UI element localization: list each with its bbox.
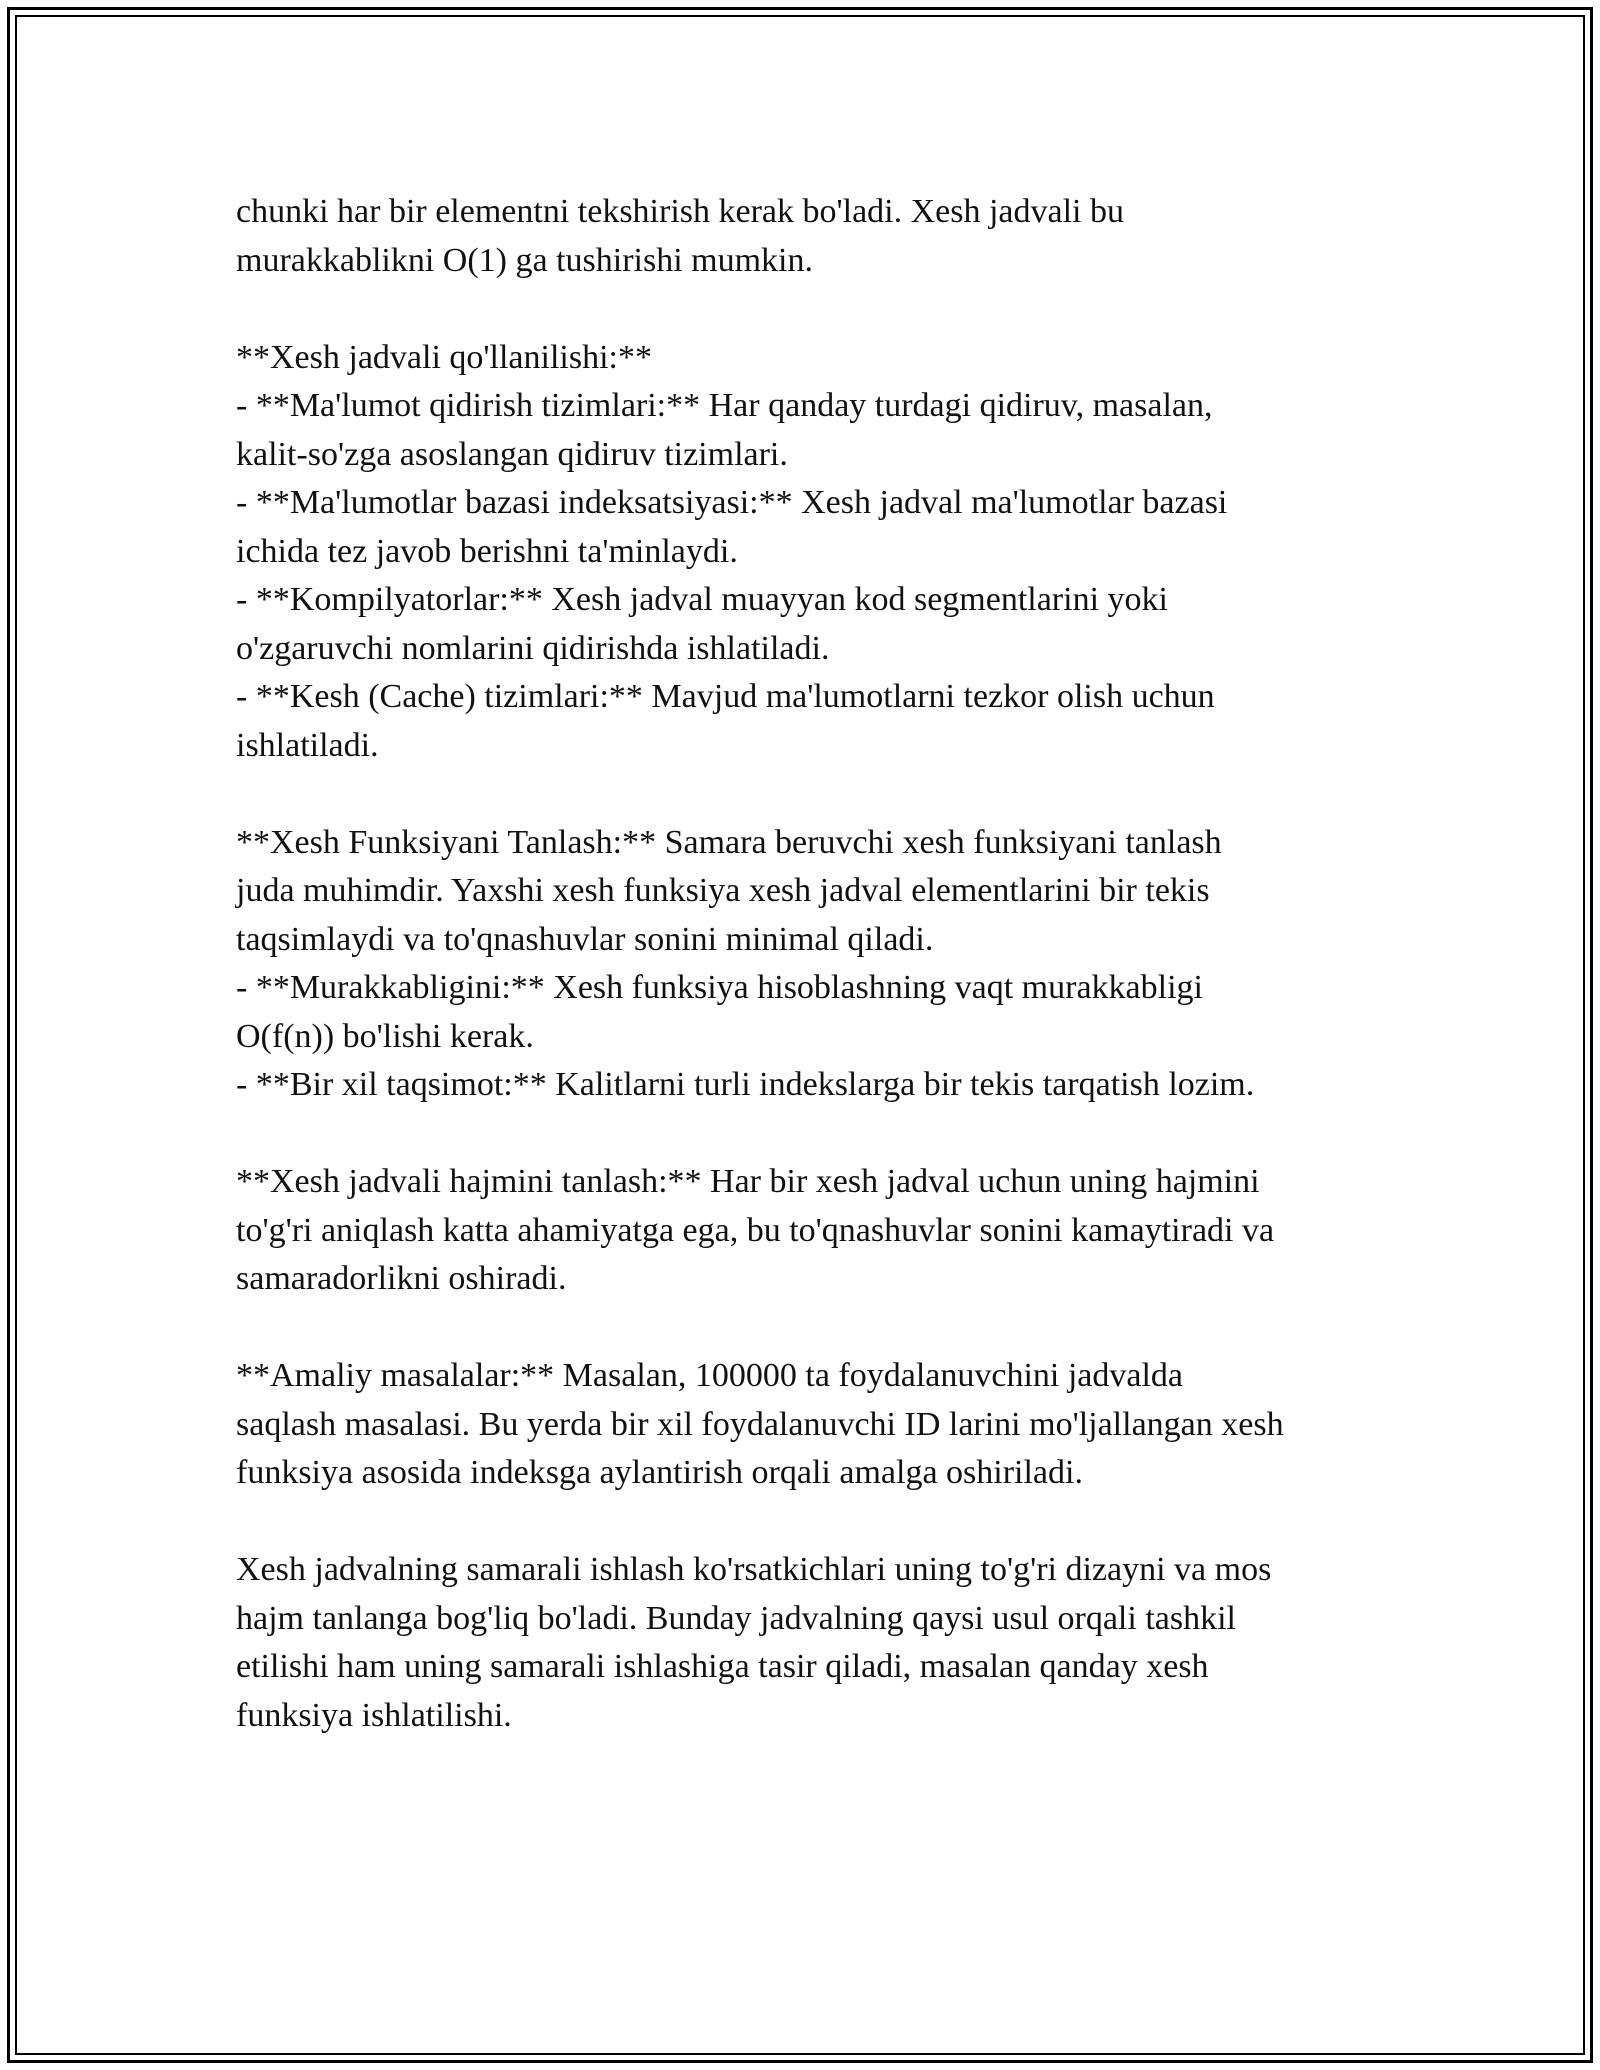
text-line: taqsimlaydi va to'qnashuvlar sonini minimal qiladi. [236, 920, 934, 958]
paragraph-gap [236, 285, 1386, 334]
text-line: **Xesh jadvali hajmini tanlash:** Har bir xesh jadval uchun uning hajmini [236, 1163, 1260, 1200]
text-line: ichida tez javob berishni ta'minlaydi. [236, 532, 738, 570]
text-line: hajm tanlanga bog'liq bo'ladi. Bunday jadvalning qaysi usul orqali tashkil [236, 1599, 1236, 1637]
text-line: funksiya asosida indeksga aylantirish orqali amalga oshiriladi. [236, 1454, 1083, 1491]
document-body [236, 188, 1386, 1740]
text-line: juda muhimdir. Yaxshi xesh funksiya xesh jadval elementlarini bir tekis [236, 872, 1210, 909]
text-line: **Xesh Funksiyani Tanlash:** Samara beruvchi xesh funksiyani tanlash [236, 823, 1222, 861]
paragraph [236, 188, 1386, 285]
text-line: samaradorlikni oshiradi. [236, 1260, 567, 1297]
text-line: murakkablikni O(1) ga tushirishi mumkin. [236, 241, 813, 279]
list-item-line: - **Murakkabligini:** Xesh funksiya hisoblashning vaqt murakkabligi [236, 969, 1203, 1006]
paragraph-gap [236, 1304, 1386, 1353]
text-line: chunki har bir elementni tekshirish kerak bo'ladi. Xesh jadvali bu [236, 193, 1125, 230]
text-line: ishlatiladi. [236, 726, 379, 764]
list-item-line: - **Ma'lumotlar bazasi indeksatsiyasi:** Xesh jadval ma'lumotlar bazasi [236, 484, 1228, 521]
text-line: funksiya ishlatilishi. [236, 1696, 512, 1734]
list-item-line: - **Kompilyatorlar:** Xesh jadval muayyan kod segmentlarini yoki [236, 581, 1168, 618]
paragraph [236, 334, 1386, 771]
text-line: kalit-so'zga asoslangan qidiruv tizimlari. [236, 435, 788, 473]
text-line: **Amaliy masalalar:** Masalan, 100000 ta foydalanuvchini jadvalda [236, 1357, 1184, 1394]
text-line: O(f(n)) bo'lishi kerak. [236, 1017, 534, 1055]
text-line: etilishi ham uning samarali ishlashiga tasir qiladi, masalan qanday xesh [236, 1648, 1209, 1685]
text-line: saqlash masalasi. Bu yerda bir xil foydalanuvchi ID larini mo'ljallangan xesh [236, 1405, 1284, 1443]
paragraph [236, 1352, 1386, 1498]
paragraph [236, 1158, 1386, 1304]
text-line: to'g'ri aniqlash katta ahamiyatga ega, bu to'qnashuvlar sonini kamaytiradi va [236, 1211, 1275, 1249]
paragraph [236, 1546, 1386, 1740]
section-heading: **Xesh jadvali qo'llanilishi:** [236, 338, 652, 376]
list-item-line: - **Bir xil taqsimot:** Kalitlarni turli indekslarga bir tekis tarqatish lozim. [236, 1066, 1255, 1103]
paragraph-gap [236, 1498, 1386, 1547]
paragraph-gap [236, 770, 1386, 819]
text-line: o'zgaruvchi nomlarini qidirishda ishlatiladi. [236, 629, 830, 667]
paragraph [236, 819, 1386, 1110]
paragraph-gap [236, 1110, 1386, 1159]
list-item-line: - **Kesh (Cache) tizimlari:** Mavjud ma'lumotlarni tezkor olish uchun [236, 678, 1215, 715]
text-line: Xesh jadvalning samarali ishlash ko'rsatkichlari uning to'g'ri dizayni va mos [236, 1551, 1272, 1588]
list-item-line: - **Ma'lumot qidirish tizimlari:** Har qanday turdagi qidiruv, masalan, [236, 387, 1213, 424]
